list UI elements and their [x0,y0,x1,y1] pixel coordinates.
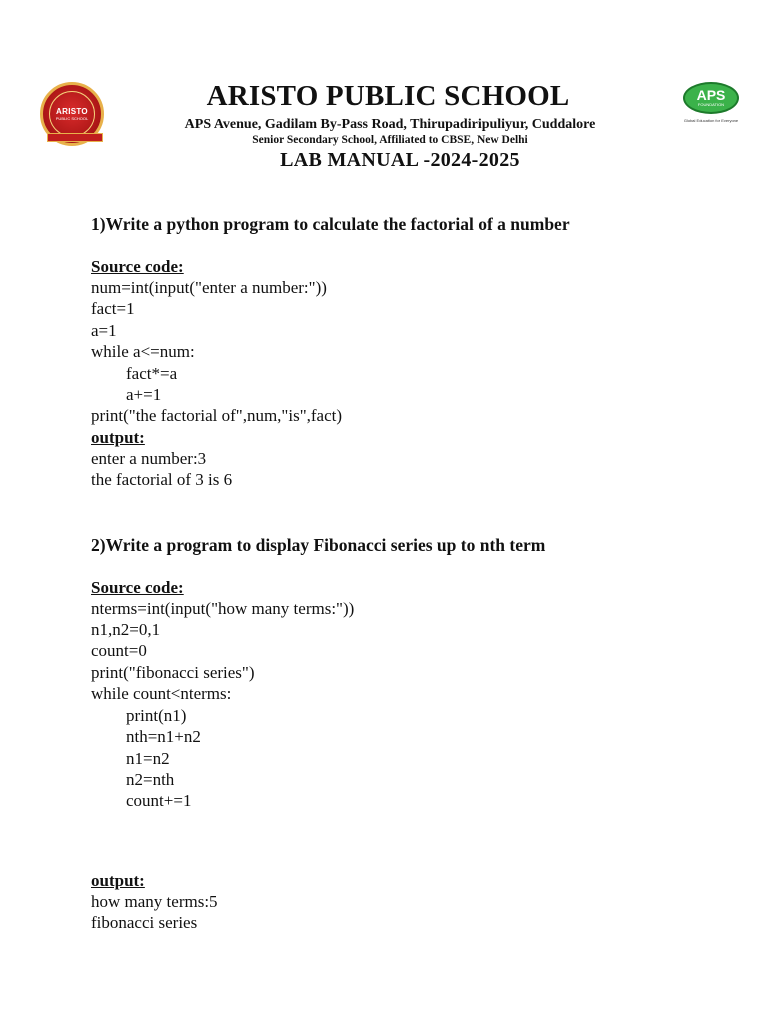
school-logo-text: ARISTO [56,107,88,116]
code-line: n1,n2=0,1 [91,620,161,640]
source-code-label-1: Source code: [91,257,184,276]
output-block-1 [91,448,731,491]
code-line: print(n1) [126,705,187,725]
foundation-logo [678,82,744,134]
output-label-1: output: [91,427,145,447]
question-1: 1)Write a python program to calculate the factorial of a number [91,214,570,234]
code-line: count=0 [91,641,147,661]
code-line: while a<=num: [91,342,195,362]
output-line: enter a number:3 [91,448,207,468]
school-address: APS Avenue, Gadilam By-Pass Road, Thirupadiripuliyur, Cuddalore [184,117,596,132]
code-line: nterms=int(input("how many terms:")) [91,598,355,618]
manual-title: LAB MANUAL -2024-2025 [280,149,520,171]
source-code-block-2 [91,598,731,812]
code-line: a=1 [91,320,117,340]
code-line: count+=1 [126,791,192,811]
code-line: a+=1 [126,385,162,405]
output-label-2: output: [91,870,145,890]
code-line: print("the factorial of",num,"is",fact) [91,406,343,426]
output-line: fibonacci series [91,913,198,933]
page-header [0,70,768,180]
question-2: 2)Write a program to display Fibonacci series up to nth term [91,534,546,555]
school-name: ARISTO PUBLIC SCHOOL [206,80,570,112]
foundation-logo-tagline: Global Education for Everyone [683,118,739,123]
code-line: nth=n1+n2 [126,727,201,747]
output-line: the factorial of 3 is 6 [91,470,233,490]
code-line: while count<nterms: [91,684,232,704]
source-code-block-1 [91,277,731,427]
code-line: n2=nth [126,769,175,789]
code-line: fact=1 [91,299,135,319]
source-code-label-2: Source code: [91,577,184,597]
code-line: num=int(input("enter a number:")) [91,278,327,297]
output-line: how many terms:5 [91,891,218,911]
foundation-logo-subtext: FOUNDATION [697,102,725,107]
output-block-2 [91,891,731,934]
school-affiliation: Senior Secondary School, Affiliated to CBSE, New Delhi [252,134,528,146]
code-line: n1=n2 [126,748,170,768]
code-line: print("fibonacci series") [91,662,255,682]
foundation-logo-text: APS [696,87,726,103]
lab-manual-content [91,212,731,934]
school-logo-subtext: PUBLIC SCHOOL [55,116,89,121]
code-line: fact*=a [126,363,178,383]
